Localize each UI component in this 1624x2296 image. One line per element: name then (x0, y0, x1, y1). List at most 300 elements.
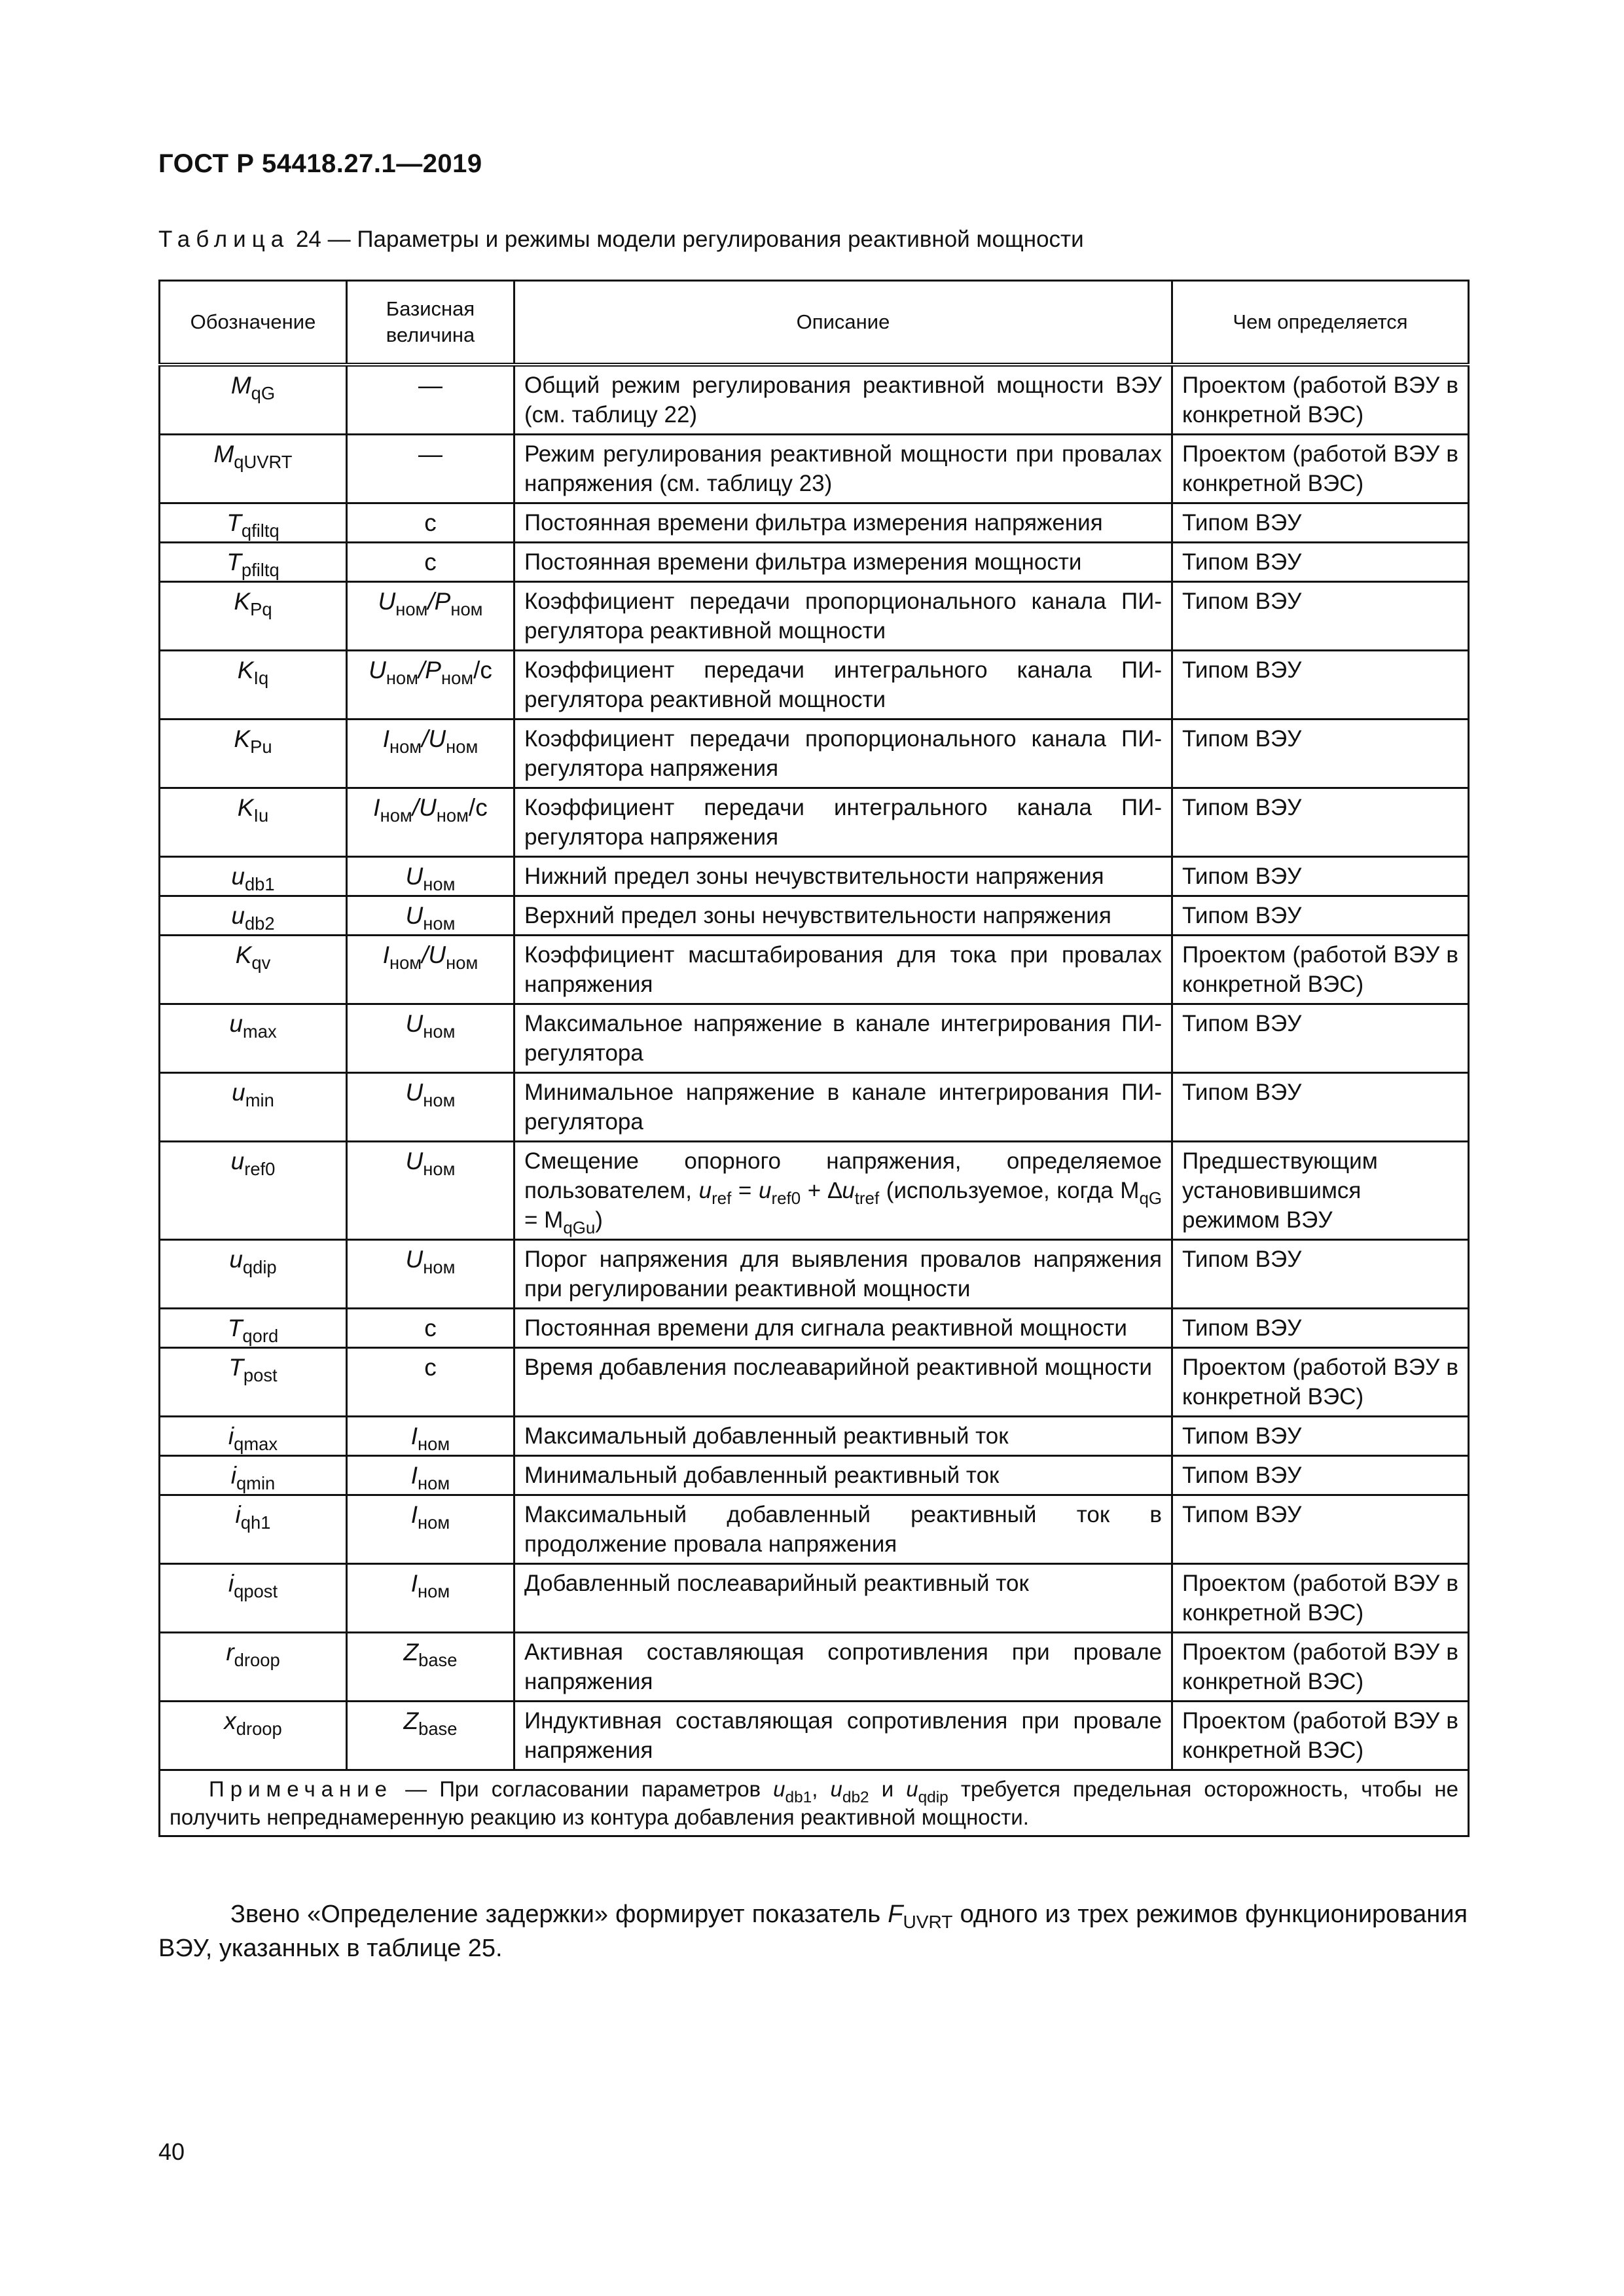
description-text: Коэффициент передачи интегрального канала ПИ-регулятора напряжения (524, 795, 1162, 850)
cell-determined-by (1172, 1240, 1469, 1309)
base-letter: с (424, 1354, 437, 1381)
cell-description (514, 1073, 1172, 1142)
cell-description (514, 1633, 1172, 1702)
symbol-letter: i (228, 1423, 234, 1449)
determined-by-text: Типом ВЭУ (1182, 1502, 1302, 1527)
base-subscript: ном (423, 913, 456, 934)
header-description: Описание (514, 281, 1172, 365)
paragraph-var-sub: UVRT (903, 1912, 953, 1932)
base-letter: с (424, 549, 437, 575)
description-text: Постоянная времени фильтра измерения мощности (524, 549, 1082, 575)
cell-base-value (347, 1564, 514, 1633)
table-row (160, 582, 1469, 651)
symbol-letter: i (235, 1501, 241, 1528)
symbol-letter: K (234, 588, 251, 615)
cell-base-value (347, 857, 514, 896)
table-row (160, 1348, 1469, 1417)
cell-base-value (347, 1240, 514, 1309)
cell-symbol (160, 1456, 347, 1495)
determined-by-text: Проектом (работой ВЭУ в конкретной ВЭС) (1182, 441, 1458, 496)
caption-label: Таблица (158, 227, 290, 252)
symbol-subscript: qdip (242, 1257, 277, 1277)
cell-determined-by (1172, 1564, 1469, 1633)
cell-determined-by (1172, 1702, 1469, 1770)
cell-description (514, 1348, 1172, 1417)
description-text: Коэффициент передачи пропорционального канала ПИ-регулятора напряжения (524, 726, 1162, 781)
table-row (160, 1564, 1469, 1633)
cell-determined-by (1172, 1004, 1469, 1073)
base-letter: Z (403, 1639, 419, 1666)
symbol-letter: K (235, 941, 252, 968)
cell-symbol (160, 936, 347, 1004)
base-subscript: ном (380, 805, 412, 826)
cell-symbol (160, 896, 347, 936)
symbol-subscript: droop (236, 1719, 282, 1739)
table-row (160, 788, 1469, 857)
symbol-letter: K (237, 657, 254, 683)
determined-by-text: Типом ВЭУ (1182, 1315, 1302, 1341)
base-divisor: /U (422, 725, 446, 752)
desc-text: Смещение опорного напряжения, определяемое пользователем, (524, 1148, 1162, 1203)
description-text: Время добавления послеаварийной реактивной мощности (524, 1355, 1152, 1380)
table-row (160, 1073, 1469, 1142)
cell-description (514, 720, 1172, 788)
desc-var-sub: tref (854, 1190, 880, 1208)
cell-base-value (347, 788, 514, 857)
table-caption (158, 227, 1084, 253)
cell-symbol (160, 1004, 347, 1073)
description-text: Нижний предел зоны нечувствительности напряжения (524, 864, 1104, 889)
base-subscript: ном (395, 599, 428, 619)
base-divisor-subscript: ном (450, 599, 483, 619)
symbol-subscript: qUVRT (234, 452, 293, 472)
cell-base-value (347, 1456, 514, 1495)
cell-determined-by (1172, 582, 1469, 651)
description-text: Максимальный добавленный реактивный ток (524, 1423, 1009, 1449)
symbol-letter: u (231, 863, 245, 890)
cell-base-value (347, 365, 514, 435)
description-text: Верхний предел зоны нечувствительности напряжения (524, 903, 1111, 928)
table-row (160, 936, 1469, 1004)
base-subscript: ном (418, 1434, 450, 1454)
determined-by-text: Типом ВЭУ (1182, 1011, 1302, 1036)
cell-base-value (347, 1309, 514, 1348)
determined-by-text: Типом ВЭУ (1182, 795, 1302, 820)
description-text: Минимальное напряжение в канале интегрирования ПИ-регулятора (524, 1080, 1162, 1135)
header-base-value: Базисная величина (347, 281, 514, 365)
table-row (160, 1702, 1469, 1770)
cell-determined-by (1172, 936, 1469, 1004)
base-subscript: ном (423, 1257, 456, 1277)
note-var: u (830, 1777, 842, 1801)
description-text: Добавленный послеаварийный реактивный ток (524, 1571, 1029, 1596)
table-row (160, 543, 1469, 582)
caption-text: 24 — Параметры и режимы модели регулирования реактивной мощности (289, 227, 1084, 252)
cell-symbol (160, 1348, 347, 1417)
cell-determined-by (1172, 651, 1469, 720)
description-text: Режим регулирования реактивной мощности при провалах напряжения (см. таблицу 23) (524, 441, 1162, 496)
symbol-letter: i (228, 1570, 234, 1597)
cell-description (514, 936, 1172, 1004)
cell-symbol (160, 1495, 347, 1564)
base-subscript: ном (418, 1581, 450, 1601)
cell-description (514, 582, 1172, 651)
table-header-row (160, 281, 1469, 365)
table-note (160, 1770, 1469, 1836)
symbol-letter: r (226, 1639, 234, 1666)
description-text: Общий режим регулирования реактивной мощности ВЭУ (см. таблицу 22) (524, 373, 1162, 428)
base-subscript: ном (423, 1159, 456, 1179)
determined-by-text: Проектом (работой ВЭУ в конкретной ВЭС) (1182, 1708, 1458, 1763)
desc-var: u (842, 1178, 855, 1203)
symbol-subscript: min (245, 1090, 274, 1110)
symbol-subscript: db2 (244, 913, 275, 934)
cell-description (514, 1456, 1172, 1495)
note-label: Примечание (209, 1777, 393, 1801)
desc-var-sub: ref0 (771, 1190, 801, 1208)
base-letter: — (418, 441, 442, 467)
cell-symbol (160, 435, 347, 503)
cell-symbol (160, 1633, 347, 1702)
cell-determined-by (1172, 435, 1469, 503)
desc-var: u (759, 1178, 772, 1203)
base-divisor-subscript: ном (436, 805, 469, 826)
table-row (160, 1240, 1469, 1309)
cell-determined-by (1172, 1309, 1469, 1348)
cell-description (514, 1702, 1172, 1770)
cell-determined-by (1172, 720, 1469, 788)
cell-base-value (347, 543, 514, 582)
base-divisor: /P (427, 588, 451, 615)
cell-determined-by (1172, 788, 1469, 857)
cell-symbol (160, 857, 347, 896)
symbol-letter: x (224, 1707, 236, 1734)
cell-symbol (160, 1142, 347, 1240)
determined-by-text: Проектом (работой ВЭУ в конкретной ВЭС) (1182, 1639, 1458, 1694)
table-row (160, 1309, 1469, 1348)
symbol-subscript: db1 (244, 874, 275, 894)
paragraph-text: одного из трех режимов функционирования ВЭУ, указанных в таблице 25. (158, 1901, 1468, 1962)
note-text: , (812, 1777, 831, 1801)
cell-description (514, 365, 1172, 435)
desc-text: + ∆ (801, 1178, 842, 1203)
note-var-sub: db1 (785, 1789, 812, 1806)
table-row (160, 1004, 1469, 1073)
note-text: требуется предельная осторожность, чтобы не получить непреднамеренную реакцию из контура добавления реактивной мощности. (170, 1777, 1458, 1829)
symbol-letter: T (228, 1354, 244, 1381)
description-text: Постоянная времени фильтра измерения напряжения (524, 510, 1103, 536)
note-text: и (869, 1777, 907, 1801)
note-var-sub: db2 (842, 1789, 869, 1806)
cell-base-value (347, 1702, 514, 1770)
table-row (160, 435, 1469, 503)
cell-description (514, 503, 1172, 543)
cell-base-value (347, 896, 514, 936)
symbol-letter: K (234, 725, 251, 752)
table-row (160, 857, 1469, 896)
cell-symbol (160, 788, 347, 857)
base-letter: U (405, 1148, 424, 1175)
base-subscript: base (418, 1719, 458, 1739)
cell-symbol (160, 1564, 347, 1633)
table-row (160, 720, 1469, 788)
cell-base-value (347, 1495, 514, 1564)
base-subscript: ном (389, 737, 422, 757)
cell-description (514, 896, 1172, 936)
description-text: Коэффициент передачи пропорционального канала ПИ-регулятора реактивной мощности (524, 589, 1162, 644)
description-text: Коэффициент масштабирования для тока при провалах напряжения (524, 942, 1162, 997)
cell-base-value (347, 1004, 514, 1073)
determined-by-text: Типом ВЭУ (1182, 903, 1302, 928)
symbol-subscript: qmin (236, 1473, 276, 1493)
determined-by-text: Типом ВЭУ (1182, 510, 1302, 536)
cell-description (514, 788, 1172, 857)
symbol-subscript: droop (234, 1650, 280, 1670)
determined-by-text: Проектом (работой ВЭУ в конкретной ВЭС) (1182, 1571, 1458, 1626)
description-text: Максимальный добавленный реактивный ток в продолжение провала напряжения (524, 1502, 1162, 1557)
symbol-subscript: qfiltq (241, 520, 280, 541)
base-letter: U (405, 863, 424, 890)
cell-base-value (347, 503, 514, 543)
note-var: u (906, 1777, 918, 1801)
symbol-subscript: qmax (234, 1434, 278, 1454)
cell-symbol (160, 651, 347, 720)
cell-symbol (160, 720, 347, 788)
document-header: ГОСТ Р 54418.27.1—2019 (158, 149, 482, 178)
cell-description (514, 1004, 1172, 1073)
note-text: — При согласовании параметров (393, 1777, 774, 1801)
cell-determined-by (1172, 1073, 1469, 1142)
base-letter: I (410, 1462, 418, 1489)
symbol-letter: M (230, 372, 251, 399)
base-letter: U (405, 1246, 424, 1273)
desc-text: = (731, 1178, 759, 1203)
determined-by-text: Типом ВЭУ (1182, 1080, 1302, 1105)
symbol-subscript: Iu (253, 805, 269, 826)
symbol-letter: u (232, 1079, 245, 1106)
symbol-letter: T (227, 1315, 243, 1341)
determined-by-text: Типом ВЭУ (1182, 1423, 1302, 1449)
page-number: 40 (158, 2138, 185, 2165)
cell-symbol (160, 503, 347, 543)
base-letter: Z (403, 1707, 419, 1734)
determined-by-text: Типом ВЭУ (1182, 589, 1302, 614)
cell-base-value (347, 1142, 514, 1240)
cell-description (514, 1309, 1172, 1348)
base-letter: I (410, 1423, 418, 1449)
cell-base-value (347, 582, 514, 651)
cell-base-value (347, 1073, 514, 1142)
cell-base-value (347, 720, 514, 788)
base-subscript: ном (386, 668, 418, 688)
cell-determined-by (1172, 1417, 1469, 1456)
cell-base-value (347, 1417, 514, 1456)
determined-by-text: Предшествующим установившимся режимом ВЭУ (1182, 1148, 1378, 1233)
note-var-sub: qdip (918, 1789, 948, 1806)
description-text: Минимальный добавленный реактивный ток (524, 1463, 1000, 1488)
symbol-letter: u (230, 1148, 245, 1175)
table-row (160, 503, 1469, 543)
base-divisor: /U (412, 794, 437, 821)
base-divisor: /P (418, 657, 441, 683)
cell-determined-by (1172, 365, 1469, 435)
paragraph-text: Звено «Определение задержки» формирует показатель (230, 1901, 888, 1928)
table-row (160, 1633, 1469, 1702)
paragraph-var: F (888, 1901, 903, 1928)
symbol-letter: T (226, 549, 242, 575)
base-divisor: /U (422, 941, 446, 968)
base-unit: /с (468, 794, 488, 821)
desc-var-sub: qG (1139, 1190, 1162, 1208)
base-letter: U (405, 1079, 424, 1106)
cell-determined-by (1172, 1456, 1469, 1495)
cell-symbol (160, 1702, 347, 1770)
cell-description (514, 1142, 1172, 1240)
base-subscript: ном (389, 953, 422, 973)
determined-by-text: Типом ВЭУ (1182, 726, 1302, 752)
symbol-subscript: post (243, 1365, 278, 1385)
desc-text: ) (595, 1207, 603, 1233)
cell-determined-by (1172, 1348, 1469, 1417)
cell-determined-by (1172, 896, 1469, 936)
determined-by-text: Типом ВЭУ (1182, 1247, 1302, 1272)
description-text: Максимальное напряжение в канале интегрирования ПИ-регулятора (524, 1011, 1162, 1066)
symbol-subscript: Pq (250, 599, 272, 619)
table-body (160, 365, 1469, 1770)
cell-base-value (347, 1633, 514, 1702)
cell-base-value (347, 1348, 514, 1417)
cell-determined-by (1172, 1633, 1469, 1702)
cell-description (514, 543, 1172, 582)
determined-by-text: Типом ВЭУ (1182, 657, 1302, 683)
base-subscript: base (418, 1650, 458, 1670)
base-letter: с (424, 1315, 437, 1341)
determined-by-text: Проектом (работой ВЭУ в конкретной ВЭС) (1182, 942, 1458, 997)
base-subscript: ном (423, 1021, 456, 1042)
symbol-subscript: Iq (253, 668, 269, 688)
cell-description (514, 857, 1172, 896)
base-letter: U (378, 588, 396, 615)
cell-determined-by (1172, 1495, 1469, 1564)
symbol-letter: T (226, 509, 242, 536)
cell-base-value (347, 936, 514, 1004)
description-text: Индуктивная составляющая сопротивления при провале напряжения (524, 1708, 1162, 1763)
cell-symbol (160, 1073, 347, 1142)
base-subscript: ном (423, 1090, 456, 1110)
cell-determined-by (1172, 1142, 1469, 1240)
cell-description (514, 435, 1172, 503)
symbol-letter: K (237, 794, 254, 821)
cell-description (514, 1564, 1172, 1633)
base-letter: I (410, 1570, 418, 1597)
base-letter: I (373, 794, 380, 821)
symbol-subscript: qpost (234, 1581, 278, 1601)
base-divisor-subscript: ном (441, 668, 474, 688)
determined-by-text: Проектом (работой ВЭУ в конкретной ВЭС) (1182, 373, 1458, 428)
desc-var-sub: qGu (563, 1219, 596, 1237)
cell-symbol (160, 1417, 347, 1456)
symbol-letter: M (213, 441, 234, 467)
base-letter: с (424, 509, 437, 536)
header-determined-by: Чем определяется (1172, 281, 1469, 365)
base-letter: U (369, 657, 386, 683)
table-row (160, 1495, 1469, 1564)
base-letter: — (418, 372, 442, 399)
cell-description (514, 1417, 1172, 1456)
cell-symbol (160, 1240, 347, 1309)
cell-base-value (347, 651, 514, 720)
body-paragraph (158, 1897, 1468, 1965)
desc-var: u (698, 1178, 712, 1203)
desc-text: = M (524, 1207, 564, 1233)
cell-symbol (160, 543, 347, 582)
table-row (160, 1417, 1469, 1456)
cell-symbol (160, 365, 347, 435)
description-text: Активная составляющая сопротивления при провале напряжения (524, 1639, 1162, 1694)
symbol-subscript: pfiltq (241, 560, 280, 580)
base-unit: /с (473, 657, 492, 683)
table-row (160, 1142, 1469, 1240)
description-text: Коэффициент передачи интегрального канала ПИ-регулятора реактивной мощности (524, 657, 1162, 712)
symbol-subscript: Pu (250, 737, 272, 757)
symbol-letter: i (230, 1462, 236, 1489)
header-symbol: Обозначение (160, 281, 347, 365)
symbol-letter: u (231, 902, 245, 929)
description-text: Порог напряжения для выявления провалов напряжения при регулировании реактивной мощности (524, 1247, 1162, 1302)
determined-by-text: Типом ВЭУ (1182, 549, 1302, 575)
symbol-letter: u (229, 1246, 243, 1273)
desc-text: (используемое, когда M (879, 1178, 1140, 1203)
table-row (160, 365, 1469, 435)
cell-determined-by (1172, 857, 1469, 896)
note-row (160, 1770, 1469, 1836)
base-subscript: ном (418, 1512, 450, 1533)
table-row (160, 1456, 1469, 1495)
base-divisor-subscript: ном (446, 737, 478, 757)
cell-base-value (347, 435, 514, 503)
symbol-letter: u (229, 1010, 243, 1037)
cell-description (514, 651, 1172, 720)
base-subscript: ном (418, 1473, 450, 1493)
base-subscript: ном (423, 874, 456, 894)
table-row (160, 651, 1469, 720)
symbol-subscript: qv (251, 953, 271, 973)
determined-by-text: Проектом (работой ВЭУ в конкретной ВЭС) (1182, 1355, 1458, 1410)
note-var: u (773, 1777, 785, 1801)
symbol-subscript: qG (251, 383, 276, 403)
table-row (160, 896, 1469, 936)
cell-description (514, 1495, 1172, 1564)
cell-determined-by (1172, 503, 1469, 543)
cell-determined-by (1172, 543, 1469, 582)
desc-var-sub: ref (712, 1190, 732, 1208)
cell-symbol (160, 1309, 347, 1348)
symbol-subscript: max (242, 1021, 277, 1042)
determined-by-text: Типом ВЭУ (1182, 864, 1302, 889)
base-letter: U (405, 1010, 424, 1037)
parameters-table (158, 280, 1470, 1837)
base-letter: I (382, 941, 389, 968)
base-letter: U (405, 902, 424, 929)
determined-by-text: Типом ВЭУ (1182, 1463, 1302, 1488)
base-letter: I (382, 725, 389, 752)
description-text: Постоянная времени для сигнала реактивной мощности (524, 1315, 1127, 1341)
base-letter: I (410, 1501, 418, 1528)
cell-symbol (160, 582, 347, 651)
symbol-subscript: qh1 (240, 1512, 271, 1533)
base-divisor-subscript: ном (446, 953, 478, 973)
symbol-subscript: qord (242, 1326, 279, 1346)
